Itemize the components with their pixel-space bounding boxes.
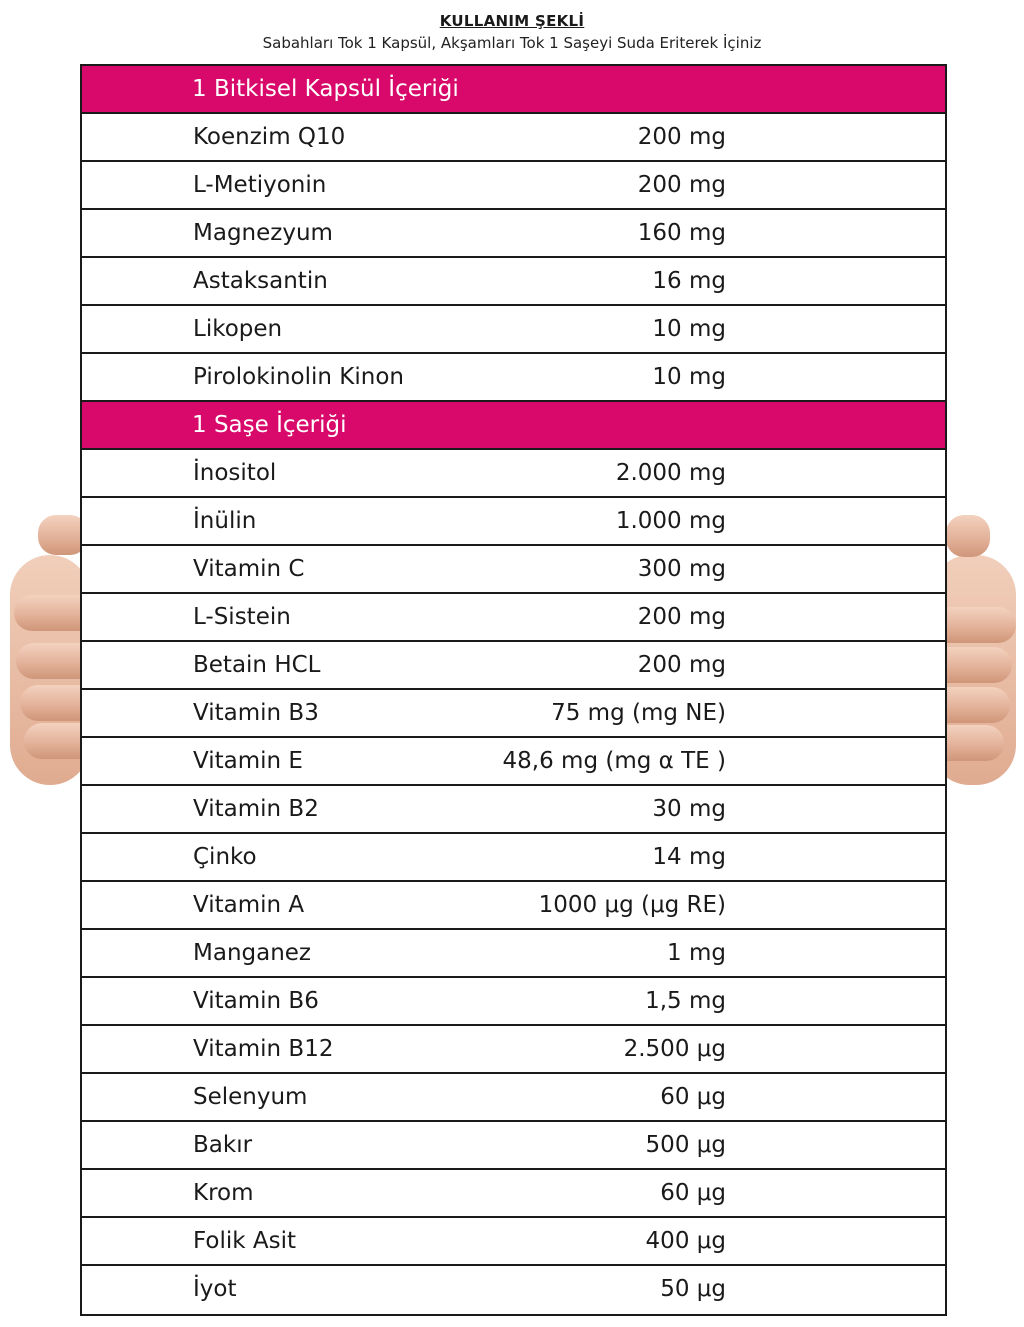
ingredient-name: İnositol [193,460,277,486]
ingredient-name: Çinko [193,844,257,870]
ingredient-amount: 16 mg [652,268,726,294]
table-row [82,930,945,978]
table-row [82,594,945,642]
ingredient-amount: 1 mg [667,940,726,966]
table-row [82,210,945,258]
ingredient-amount: 200 mg [637,172,726,198]
ingredient-name: İyot [193,1276,237,1302]
table-row [82,738,945,786]
ingredient-name: Pirolokinolin Kinon [193,364,404,390]
ingredient-amount: 75 mg (mg NE) [551,700,726,726]
table-row [82,114,945,162]
ingredient-amount: 60 μg [660,1180,726,1206]
table-row [82,690,945,738]
table-row [82,1074,945,1122]
ingredient-name: Manganez [193,940,312,966]
ingredient-name: Vitamin B6 [193,988,319,1014]
ingredient-name: Vitamin B3 [193,700,319,726]
ingredients-table [80,64,947,1316]
ingredient-amount: 200 mg [637,124,726,150]
ingredient-name: Vitamin C [193,556,305,582]
table-row [82,546,945,594]
usage-title: KULLANIM ŞEKLİ [439,12,585,30]
table-row [82,306,945,354]
ingredient-amount: 1.000 mg [615,508,726,534]
ingredient-amount: 30 mg [652,796,726,822]
section-title: 1 Saşe İçeriği [192,412,347,438]
ingredient-amount: 2.500 μg [623,1036,726,1062]
ingredient-amount: 500 μg [645,1132,726,1158]
table-row [82,498,945,546]
ingredient-amount: 60 μg [660,1084,726,1110]
table-row [82,1170,945,1218]
ingredient-name: Likopen [193,316,283,342]
ingredient-amount: 160 mg [637,220,726,246]
table-row [82,1026,945,1074]
ingredient-name: Vitamin B2 [193,796,319,822]
ingredient-amount: 200 mg [637,604,726,630]
ingredient-name: Selenyum [193,1084,308,1110]
table-row [82,786,945,834]
table-row [82,354,945,402]
section-header-capsule [82,66,945,114]
ingredient-name: Vitamin B12 [193,1036,334,1062]
ingredient-amount: 400 μg [645,1228,726,1254]
ingredient-amount: 14 mg [652,844,726,870]
table-row [82,1266,945,1314]
table-row [82,450,945,498]
ingredient-amount: 200 mg [637,652,726,678]
ingredient-amount: 10 mg [652,364,726,390]
ingredient-amount: 10 mg [652,316,726,342]
ingredient-name: İnülin [193,508,257,534]
section-title: 1 Bitkisel Kapsül İçeriği [192,76,459,102]
ingredient-amount: 300 mg [637,556,726,582]
ingredient-name: Vitamin A [193,892,305,918]
table-row [82,978,945,1026]
ingredient-name: L-Metiyonin [193,172,327,198]
ingredient-amount: 1,5 mg [645,988,726,1014]
ingredient-amount: 48,6 mg (mg α TE ) [502,748,726,774]
usage-instructions: Sabahları Tok 1 Kapsül, Akşamları Tok 1 Saşeyi Suda Eriterek İçiniz [262,34,762,52]
ingredient-name: Folik Asit [193,1228,297,1254]
ingredient-name: Betain HCL [193,652,321,678]
table-row [82,642,945,690]
ingredient-name: Koenzim Q10 [193,124,346,150]
ingredient-name: Bakır [193,1132,253,1158]
table-row [82,162,945,210]
ingredient-name: Astaksantin [193,268,328,294]
ingredient-amount: 1000 μg (μg RE) [538,892,726,918]
ingredient-name: L-Sistein [193,604,291,630]
ingredient-amount: 2.000 mg [615,460,726,486]
ingredient-name: Vitamin E [193,748,303,774]
ingredient-name: Krom [193,1180,254,1206]
ingredient-name: Magnezyum [193,220,333,246]
table-row [82,258,945,306]
section-header-sachet [82,402,945,450]
table-row [82,834,945,882]
table-row [82,1122,945,1170]
table-row [82,882,945,930]
table-row [82,1218,945,1266]
ingredient-amount: 50 μg [660,1276,726,1302]
